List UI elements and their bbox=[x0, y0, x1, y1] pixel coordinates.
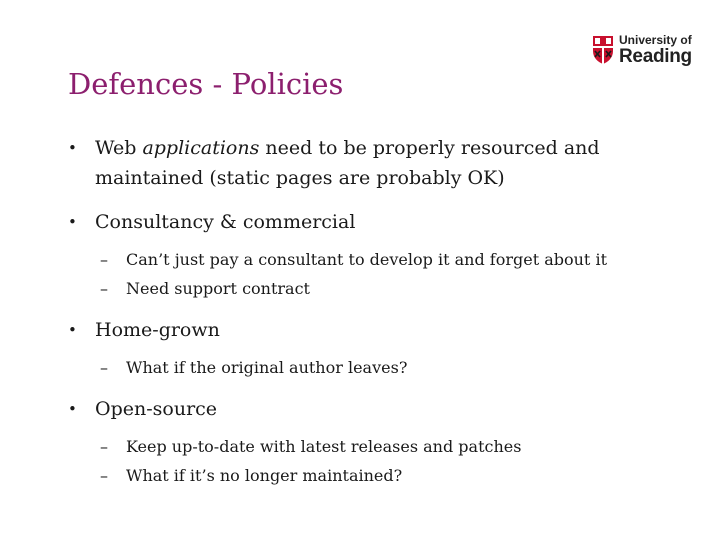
dash-icon: – bbox=[100, 437, 108, 456]
university-crest-icon bbox=[592, 35, 614, 65]
sub-bullet-text: Can’t just pay a consultant to develop it and forget about it bbox=[126, 250, 607, 269]
bullet-item bbox=[58, 207, 678, 237]
bullet-text: Consultancy & commercial bbox=[95, 211, 356, 233]
sub-bullet-text: What if it’s no longer maintained? bbox=[126, 466, 403, 485]
bullet-icon: • bbox=[68, 400, 77, 418]
bullet-icon: • bbox=[68, 139, 77, 157]
bullet-text-before: Web bbox=[95, 137, 143, 159]
bullet-item bbox=[58, 315, 678, 345]
bullet-text-emphasis: applications bbox=[142, 137, 260, 159]
sub-bullet-list bbox=[58, 353, 678, 382]
dash-icon: – bbox=[100, 250, 108, 269]
logo-wordmark bbox=[619, 34, 692, 66]
sub-bullet-item bbox=[58, 432, 678, 461]
dash-icon: – bbox=[100, 466, 108, 485]
bullet-text-line2: maintained (static pages are probably OK) bbox=[95, 167, 505, 189]
sub-bullet-item bbox=[58, 461, 678, 490]
bullet-text: Home-grown bbox=[95, 319, 220, 341]
bullet-icon: • bbox=[68, 321, 77, 339]
logo-line1: University of bbox=[619, 33, 692, 47]
sub-bullet-item bbox=[58, 245, 678, 274]
sub-bullet-list bbox=[58, 245, 678, 303]
sub-bullet-item bbox=[58, 353, 678, 382]
sub-bullet-text: What if the original author leaves? bbox=[126, 358, 408, 377]
bullet-text: Open-source bbox=[95, 398, 218, 420]
sub-bullet-text: Need support contract bbox=[126, 279, 310, 298]
bullet-item bbox=[58, 133, 678, 193]
dash-icon: – bbox=[100, 358, 108, 377]
sub-bullet-text: Keep up-to-date with latest releases and patches bbox=[126, 437, 522, 456]
slide-title: Defences - Policies bbox=[68, 67, 344, 101]
sub-bullet-list bbox=[58, 432, 678, 490]
university-logo bbox=[592, 34, 692, 66]
bullet-text-after: need to be properly resourced and bbox=[259, 137, 600, 159]
bullet-icon: • bbox=[68, 213, 77, 231]
logo-line2: Reading bbox=[619, 46, 692, 67]
bullet-list bbox=[58, 133, 678, 502]
sub-bullet-item bbox=[58, 274, 678, 303]
bullet-item bbox=[58, 394, 678, 424]
dash-icon: – bbox=[100, 279, 108, 298]
